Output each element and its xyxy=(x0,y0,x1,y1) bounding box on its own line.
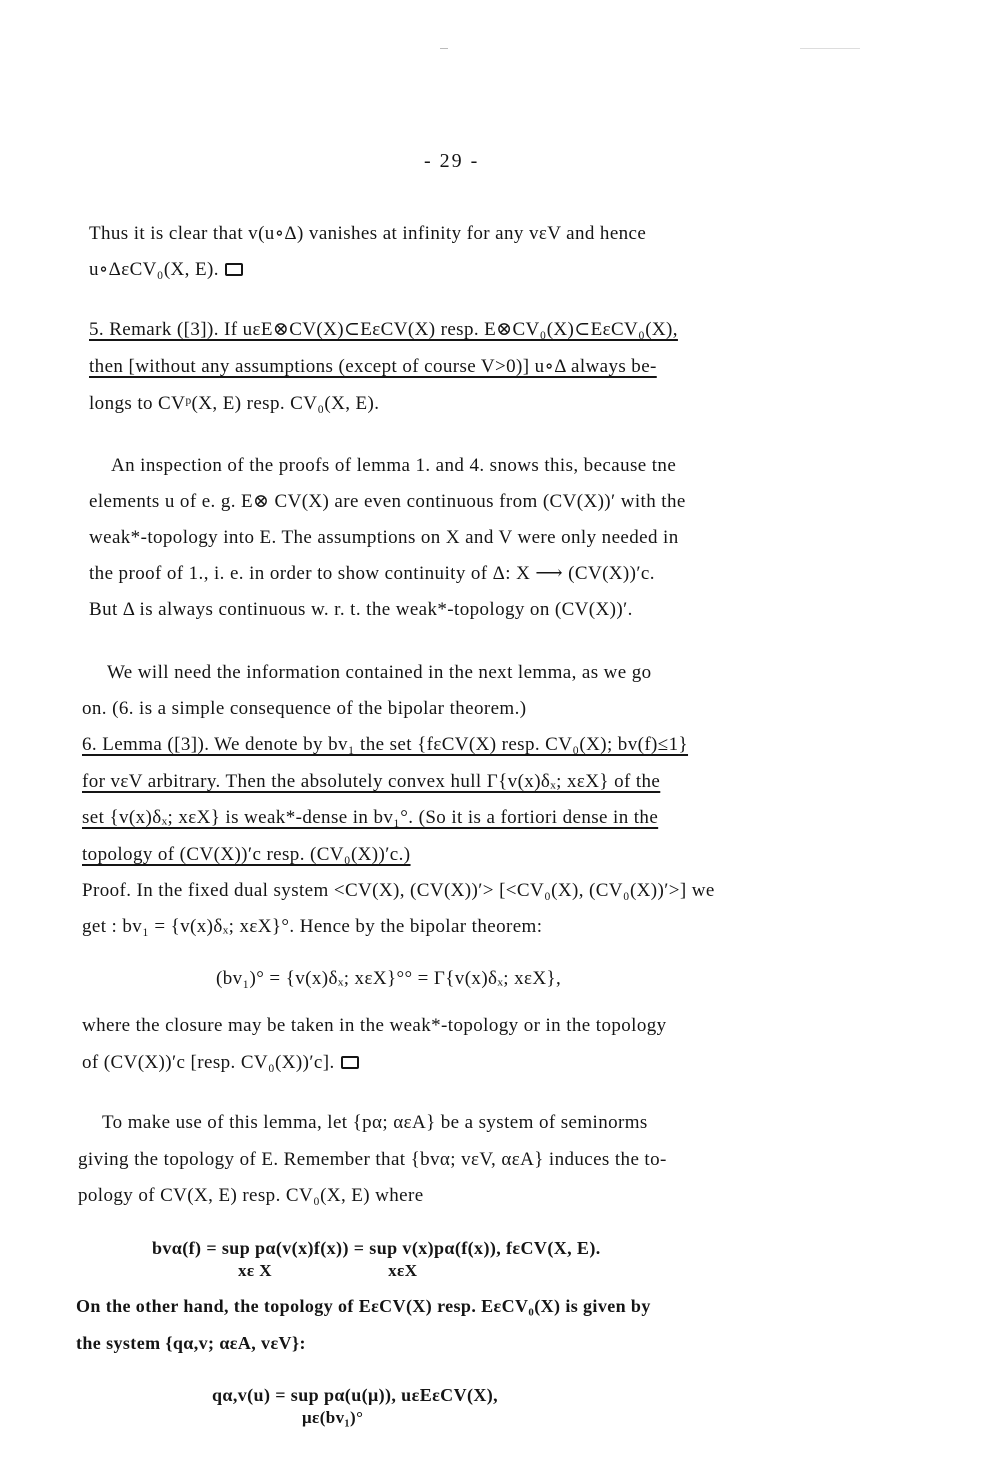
proof-line: where the closure may be taken in the weak*-topology or in the topology xyxy=(82,1015,667,1036)
paragraph-line: We will need the information contained in the next lemma, as we go xyxy=(107,662,652,683)
paragraph-line: But Δ is always continuous w. r. t. the weak*-topology on (CV(X))′. xyxy=(89,599,633,620)
lemma-line: topology of (CV(X))′c resp. (CV₀(X))′c.) xyxy=(82,844,411,865)
proof-line: of (CV(X))′c [resp. CV₀(X))′c]. xyxy=(82,1051,359,1075)
paragraph-line: On the other hand, the topology of EεCV(X) resp. EεCV₀(X) is given by xyxy=(76,1296,651,1316)
paragraph-line: weak*-topology into E. The assumptions on X and V were only needed in xyxy=(89,527,679,548)
paragraph-line: the system {qα,v; αεA, vεV}: xyxy=(76,1333,306,1353)
paragraph-line: u∘ΔεCV₀(X, E). xyxy=(89,258,243,282)
scan-mark xyxy=(800,48,860,49)
equation-subscript-line: με(bv₁)° xyxy=(302,1408,364,1427)
paragraph-line: An inspection of the proofs of lemma 1. and 4. snows this, because tne xyxy=(111,455,677,476)
page-number: - 29 - xyxy=(424,150,480,172)
scan-mark xyxy=(440,48,448,49)
remark-line: then [without any assumptions (except of course V>0)] u∘Δ always be- xyxy=(89,356,657,377)
display-equation: qα,v(u) = sup pα(u(μ)), uεEεCV(X), xyxy=(212,1385,499,1405)
paragraph-line: Thus it is clear that v(u∘Δ) vanishes at infinity for any vεV and hence xyxy=(89,223,647,244)
paragraph-line: the proof of 1., i. e. in order to show continuity of Δ: X ⟶ (CV(X))′c. xyxy=(89,563,655,584)
display-equation: (bv₁)° = {v(x)δₓ; xεX}°° = Γ{v(x)δₓ; xεX}, xyxy=(216,968,562,989)
remark-heading-line: 5. Remark ([3]). If uεE⊗CV(X)⊂EεCV(X) resp. E⊗CV₀(X)⊂EεCV₀(X), xyxy=(89,319,678,340)
remark-line: longs to CVᵖ(X, E) resp. CV₀(X, E). xyxy=(89,393,380,414)
proof-line: Proof. In the fixed dual system <CV(X), (CV(X))′> [<CV₀(X), (CV₀(X))′>] we xyxy=(82,880,715,901)
paragraph-line: on. (6. is a simple consequence of the bipolar theorem.) xyxy=(82,698,527,719)
paragraph-line: elements u of e. g. E⊗ CV(X) are even continuous from (CV(X))′ with the xyxy=(89,491,686,512)
display-equation: bvα(f) = sup pα(v(x)f(x)) = sup v(x)pα(f(x)), fεCV(X, E). xyxy=(152,1238,601,1258)
end-of-proof-icon xyxy=(225,263,243,276)
paragraph-line: To make use of this lemma, let {pα; αεA} be a system of seminorms xyxy=(102,1112,648,1133)
lemma-line: for vεV arbitrary. Then the absolutely convex hull Γ{v(x)δₓ; xεX} of the xyxy=(82,771,661,792)
lemma-line: set {v(x)δₓ; xεX} is weak*-dense in bv₁°. (So it is a fortiori dense in the xyxy=(82,807,659,828)
end-of-proof-icon xyxy=(341,1056,359,1069)
proof-line: get : bv₁ = {v(x)δₓ; xεX}°. Hence by the bipolar theorem: xyxy=(82,916,543,937)
lemma-heading-line: 6. Lemma ([3]). We denote by bv₁ the set {fεCV(X) resp. CV₀(X); bv(f)≤1} xyxy=(82,734,689,755)
equation-subscript-line: xε X xεX xyxy=(238,1261,418,1280)
paragraph-line: giving the topology of E. Remember that {bvα; vεV, αεA} induces the to- xyxy=(78,1149,667,1170)
paragraph-line: pology of CV(X, E) resp. CV₀(X, E) where xyxy=(78,1185,424,1206)
